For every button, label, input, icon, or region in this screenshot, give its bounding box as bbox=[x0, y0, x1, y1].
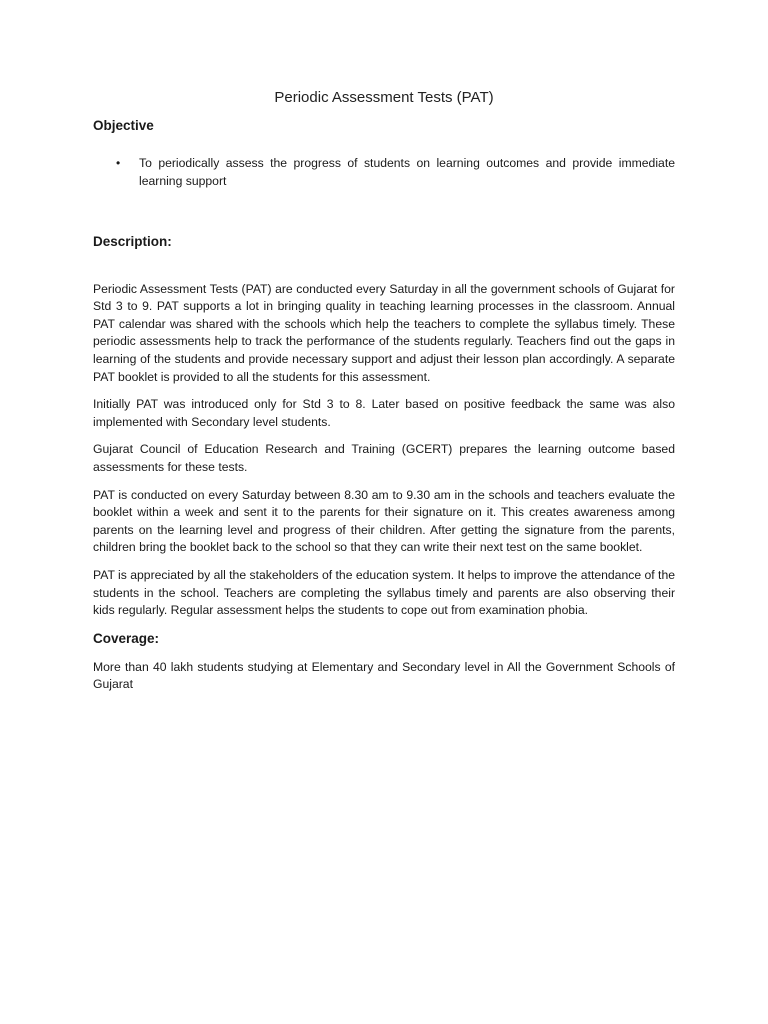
description-paragraph-4: PAT is conducted on every Saturday between 8.30 am to 9.30 am in the schools and teachers evaluate the booklet within a week and sent it to the parents for their signature on it. This creates awareness among parents on the learning level and progress of their children. After getting the signature from the parents, children bring the booklet back to the school so that they can write their next test on the same booklet. bbox=[93, 487, 675, 555]
objective-heading: Objective bbox=[93, 118, 154, 133]
objective-bullet-text: To periodically assess the progress of students on learning outcomes and provide immediate learning support bbox=[139, 156, 675, 188]
description-paragraph-2: Initially PAT was introduced only for Std 3 to 8. Later based on positive feedback the same was also implemented with Secondary level students. bbox=[93, 397, 675, 429]
objective-bullet-item bbox=[116, 155, 675, 191]
description-paragraph-5: PAT is appreciated by all the stakeholders of the education system. It helps to improve the attendance of the students in the school. Teachers are completing the syllabus timely and parents are also observing their kids regularly. Regular assessment helps the students to cope out from examination phobia. bbox=[93, 567, 675, 618]
description-paragraph-3: Gujarat Council of Education Research and Training (GCERT) prepares the learning outcome based assessments for these tests. bbox=[93, 442, 675, 474]
document-page bbox=[93, 86, 675, 704]
objective-bullet-list bbox=[93, 155, 675, 191]
coverage-text: More than 40 lakh students studying at Elementary and Secondary level in All the Government Schools of Gujarat bbox=[93, 659, 675, 692]
document-title: Periodic Assessment Tests (PAT) bbox=[274, 89, 494, 106]
coverage-heading: Coverage: bbox=[93, 630, 160, 646]
description-paragraph-1: Periodic Assessment Tests (PAT) are conducted every Saturday in all the government schools of Gujarat for Std 3 to 9. PAT supports a lot in bringing quality in teaching learning processes in the classroom. Annual PAT calendar was shared with the schools which help the teachers to complete the syllabus timely. These periodic assessments help to track the performance of the students regularly. Teachers find out the gaps in learning of the students and provide necessary support and adjust their lesson plan accordingly. A separate PAT booklet is provided to all the students for this assessment. bbox=[93, 281, 675, 384]
bullet-dot-icon: • bbox=[116, 156, 121, 170]
description-heading: Description: bbox=[93, 233, 172, 249]
